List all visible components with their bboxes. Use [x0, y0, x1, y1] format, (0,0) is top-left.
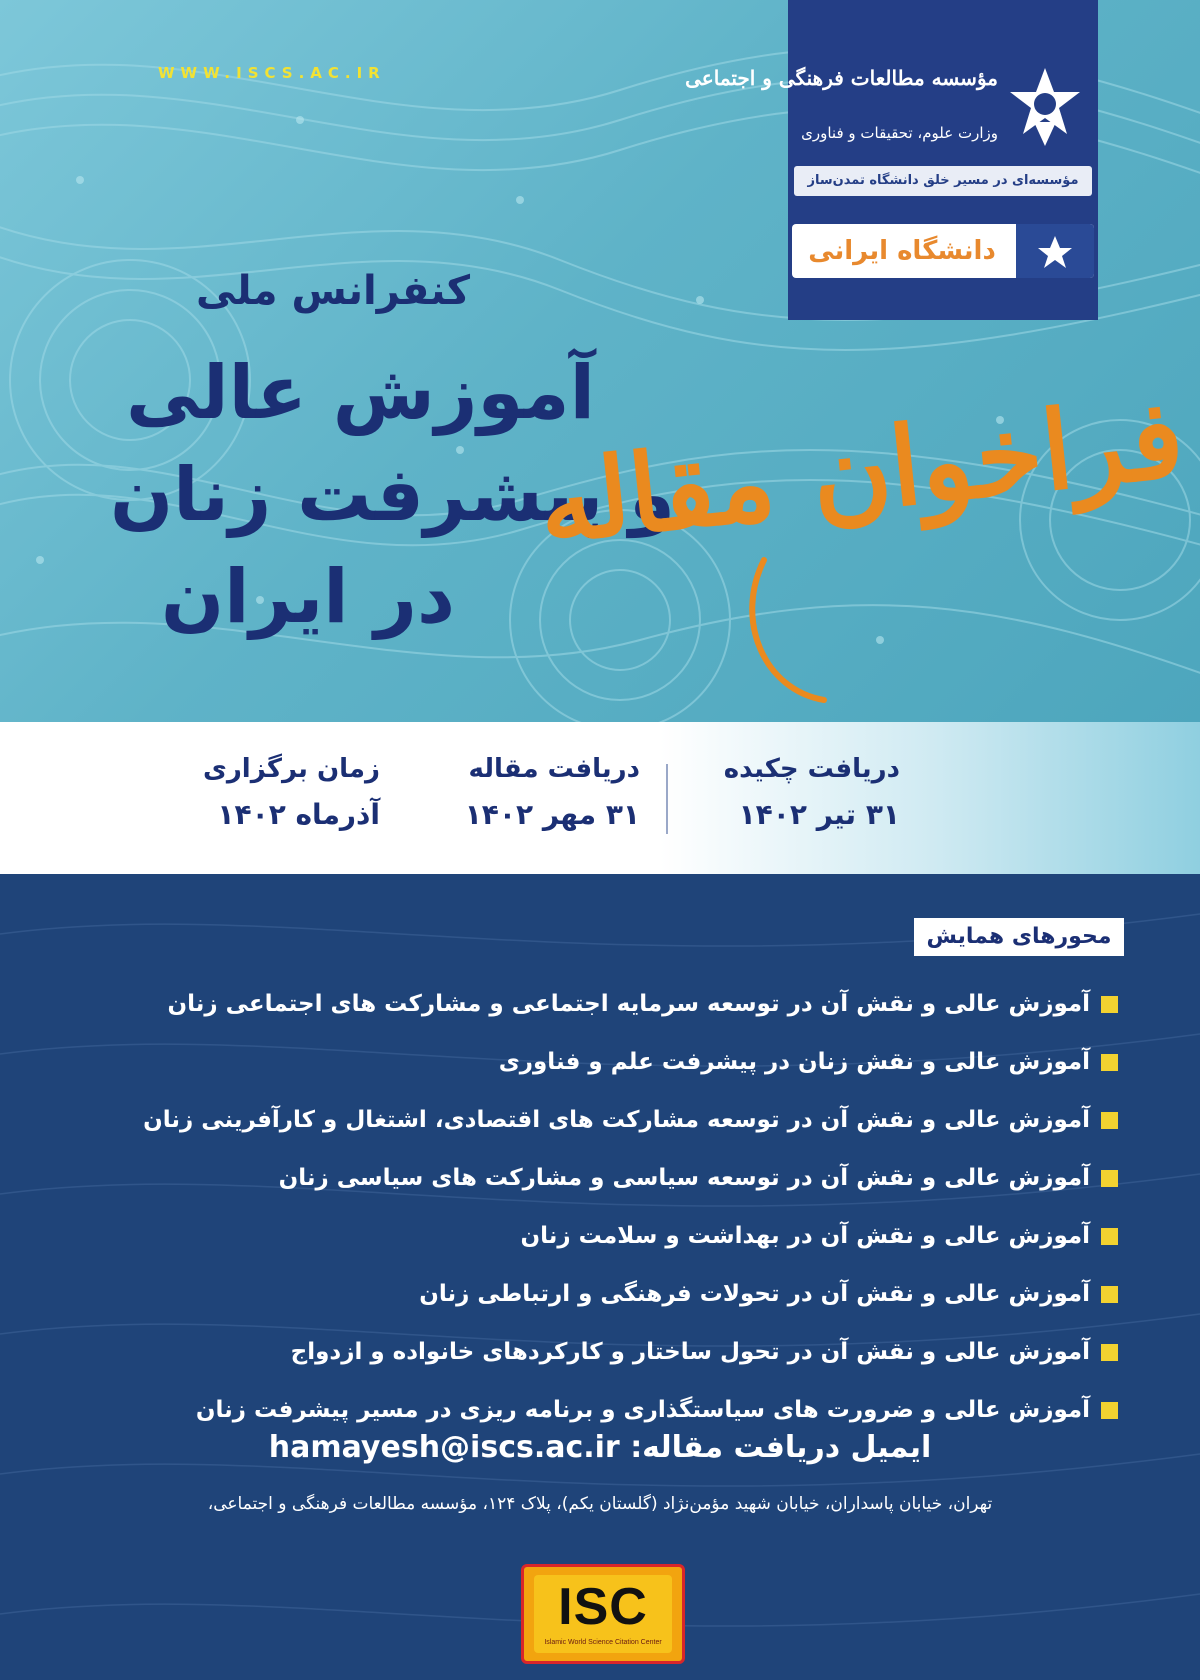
topic-item	[90, 1042, 1090, 1100]
institute-slogan: مؤسسه‌ای در مسیر خلق دانشگاه تمدن‌ساز	[794, 166, 1092, 196]
topic-item	[90, 1216, 1090, 1274]
bottom-section	[0, 874, 1200, 1680]
top-section	[0, 0, 1200, 722]
date-divider	[666, 764, 668, 834]
date-event-value: آذرماه ۱۴۰۲	[217, 798, 380, 831]
title-line-3: در ایران	[160, 554, 455, 640]
topic-text: آموزش عالی و نقش آن در بهداشت و سلامت زنان	[520, 1223, 1090, 1249]
date-abstract	[680, 754, 900, 831]
date-abstract-label: دریافت چکیده	[723, 754, 900, 784]
topics-list	[90, 984, 1090, 1448]
university-logo	[792, 224, 1094, 278]
isc-logo-text: ISC	[558, 1578, 648, 1636]
date-paper	[420, 754, 640, 831]
bullet-square-icon	[1101, 1286, 1118, 1303]
topic-item	[90, 1100, 1090, 1158]
topic-item	[90, 984, 1090, 1042]
university-label: دانشگاه ایرانی	[808, 236, 996, 266]
website-url[interactable]: WWW.ISCS.AC.IR	[158, 64, 386, 82]
bullet-square-icon	[1101, 1228, 1118, 1245]
topic-text: آموزش عالی و نقش زنان در پیشرفت علم و فناوری	[498, 1049, 1090, 1075]
isc-logo-subtitle: Islamic World Science Citation Center	[544, 1639, 662, 1646]
bullet-square-icon	[1101, 1112, 1118, 1129]
bullet-square-icon	[1101, 1344, 1118, 1361]
bullet-square-icon	[1101, 1170, 1118, 1187]
calligraphy-swash	[704, 360, 1184, 722]
email-link[interactable]: hamayesh@iscs.ac.ir	[268, 1430, 620, 1465]
topic-text: آموزش عالی و ضرورت های سیاستگذاری و برنامه ریزی در مسیر پیشرفت زنان	[195, 1397, 1090, 1423]
star-emblem-icon	[1006, 66, 1084, 150]
email-row	[0, 1430, 1200, 1465]
postal-address: تهران، خیابان پاسداران، خیابان شهید مؤمن‌نژاد (گلستان یکم)، پلاک ۱۲۴، مؤسسه مطالعات فرهنگی و اجتماعی،	[207, 1494, 993, 1514]
topic-text: آموزش عالی و نقش آن در توسعه سرمایه اجتماعی و مشارکت های اجتماعی زنان	[167, 991, 1090, 1017]
topic-text: آموزش عالی و نقش آن در تحولات فرهنگی و ارتباطی زنان	[419, 1281, 1090, 1307]
topic-text: آموزش عالی و نقش آن در توسعه سیاسی و مشارکت های سیاسی زنان	[278, 1165, 1090, 1191]
topic-item	[90, 1158, 1090, 1216]
bullet-square-icon	[1101, 1054, 1118, 1071]
conference-label: کنفرانس ملی	[195, 268, 470, 314]
university-emblem-icon	[1016, 224, 1094, 278]
topic-item	[90, 1332, 1090, 1390]
title-line-2: و پیشرفت زنان	[110, 452, 675, 538]
email-label: ایمیل دریافت مقاله:	[630, 1430, 932, 1465]
title-line-1: آموزش عالی	[125, 350, 595, 436]
call-for-papers	[532, 360, 1190, 722]
date-event	[160, 754, 380, 831]
ministry-name: وزارت علوم، تحقیقات و فناوری	[801, 124, 998, 142]
topics-header: محورهای همایش	[914, 918, 1124, 956]
call-for-papers-text: فراخوان مقاله	[532, 375, 1190, 569]
isc-logo-inner	[534, 1575, 672, 1653]
date-abstract-value: ۳۱ تیر ۱۴۰۲	[738, 798, 900, 831]
bullet-square-icon	[1101, 996, 1118, 1013]
institute-name: مؤسسه مطالعات فرهنگی و اجتماعی	[685, 66, 998, 90]
institute-logo-panel	[685, 0, 1098, 320]
date-event-label: زمان برگزاری	[202, 754, 380, 784]
date-paper-label: دریافت مقاله	[468, 754, 640, 784]
topic-text: آموزش عالی و نقش آن در تحول ساختار و کارکردهای خانواده و ازدواج	[290, 1339, 1090, 1365]
isc-logo	[521, 1564, 685, 1664]
date-paper-value: ۳۱ مهر ۱۴۰۲	[464, 798, 640, 831]
topic-item	[90, 1274, 1090, 1332]
bullet-square-icon	[1101, 1402, 1118, 1419]
topic-text: آموزش عالی و نقش آن در توسعه مشارکت های اقتصادی، اشتغال و کارآفرینی زنان	[143, 1107, 1090, 1133]
dates-band	[0, 722, 1200, 874]
